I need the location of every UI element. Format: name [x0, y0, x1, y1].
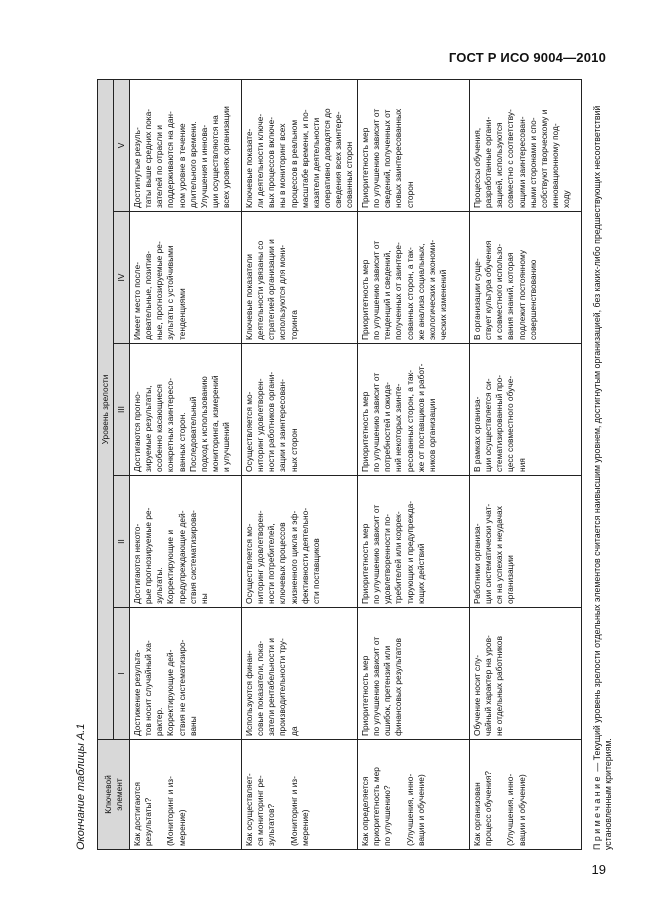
table-row: [242, 79, 358, 849]
level-5-header: V: [114, 79, 130, 211]
table-cell: Достигнутые резуль- таты выше средних пока- зателей по отрасли и поддерживаются на дан- ном уровне в течение длительного времени. Улучшения и иннова- ции осуществляются на всех уровнях организации: [130, 79, 242, 211]
table-cell: Приоритетность мер по улучшению зависит от удовлетворенности по- требителей или коррек- тирующих и предупрежда- ющих действий: [358, 476, 470, 608]
table-cell: Осуществляется мо- ниторинг удовлетворен- ности потребителей, ключевых процессов жизненного цикла и эф- фективности деятельно- сти поставщиков: [242, 476, 358, 608]
level-2-header: II: [114, 476, 130, 608]
table-cell: В организации суще- ствует культура обучения и совместного использо- вания знаний, которая подлежит постоянному совершенствованию: [470, 212, 582, 344]
table-cell: В рамках организа- ции осуществляется си- стематизированный про- цесс совместного обуче- ния: [470, 344, 582, 476]
table-note: [592, 80, 615, 850]
level-3-header: III: [114, 344, 130, 476]
table-cell: Приоритетность мер по улучшению зависит от потребностей и ожида- ний некоторых заинте- ресованных сторон, а так- же от поставщиков и работ- ников организации: [358, 344, 470, 476]
row-key-cell: Как организован процесс обучения? (Улучшения, инно- вации и обучение): [470, 740, 582, 850]
standard-header: ГОСТ Р ИСО 9004—2010: [448, 50, 606, 65]
table-cell: Приоритетность мер по улучшению зависит от сведений, полученных от новых заинтересованных сторон: [358, 79, 470, 211]
table-cell: Достижение результа- тов носит случайный ха- рактер. Корректирующие дей- ствия не систематизиро- ваны: [130, 608, 242, 740]
row-key-cell: Как осуществляет- ся мониторинг ре- зультатов? (Мониторинг и из- мерение): [242, 740, 358, 850]
note-text: — Текущий уровень зрелости отдельных элементов считается наивысшим уровнем, достигнутым организацией, без каких-либо предшествующих несоответствий установленным критериям.: [592, 105, 614, 850]
row-key-cell: Как достигаются результаты? (Мониторинг и из- мерение): [130, 740, 242, 850]
level-4-header: IV: [114, 212, 130, 344]
table-cell: Процессы обучения, разработанные органи- зацией, используются совместно с соответству- ющими заинтересован- ными сторонами и спо- собствуют творческому и инновационному под- ходу: [470, 79, 582, 211]
rotated-table-block: [75, 80, 644, 850]
maturity-table: [97, 79, 582, 850]
table-cell: Обучение носит слу- чайный характер на уров- не отдельных работников: [470, 608, 582, 740]
table-cell: Имеет место после- довательные, позитив- ные, прогнозируемые ре- зультаты с устойчивыми тенденциями: [130, 212, 242, 344]
table-cell: Работники организа- ции систематически учат- ся на успехах и неудачах организации: [470, 476, 582, 608]
table-row: [470, 79, 582, 849]
table-caption: Окончание таблицы А.1: [75, 723, 87, 850]
row-key-cell: Как определяется приоритетность мер по улучшению? (Улучшения, инно- вации и обучение): [358, 740, 470, 850]
level-1-header: I: [114, 608, 130, 740]
table-cell: Осуществляется мо- ниторинг удовлетворен- ности работников органи- зации и заинтересован- ных сторон: [242, 344, 358, 476]
table-cell: Ключевые показате- ли деятельности ключе- вых процессов включе- ны в мониторинг всех процессов в реальном масштабе времени, и по- казатели деятельности оперативно доводятся до сведения всех заинтере- сованных сторон: [242, 79, 358, 211]
maturity-level-header: Уровень зрелости: [98, 79, 114, 739]
table-row: [130, 79, 242, 849]
table-cell: Приоритетность мер по улучшению зависит от тенденций и сведений, полученных от заинтере- сованных сторон, а так- же анализа социальных, экологических и экономи- ческих изменений: [358, 212, 470, 344]
note-label: Примечание: [592, 774, 602, 850]
table-cell: Ключевые показатели деятельности увязаны со стратегией организации и используются для мони- торинга: [242, 212, 358, 344]
key-element-header: Ключевой элемент: [98, 740, 130, 850]
table-row: [358, 79, 470, 849]
page-number: 19: [591, 862, 606, 877]
table-cell: Достигаются прогно- зируемые результаты, особенно касающиеся конкретных заинтересо- ванных сторон. Последовательный подход к использованию мониторинга, измерений и улучшений: [130, 344, 242, 476]
table-cell: Используются финан- совые показатели, пока- затели рентабельности и производительности тру- да: [242, 608, 358, 740]
table-cell: Приоритетность мер по улучшению зависит от ошибок, претензий или финансовых результатов: [358, 608, 470, 740]
table-cell: Достигаются некото- рые прогнозируемые ре- зультаты. Корректирующие и предупреждающие дей- ствия систематизирова- ны: [130, 476, 242, 608]
